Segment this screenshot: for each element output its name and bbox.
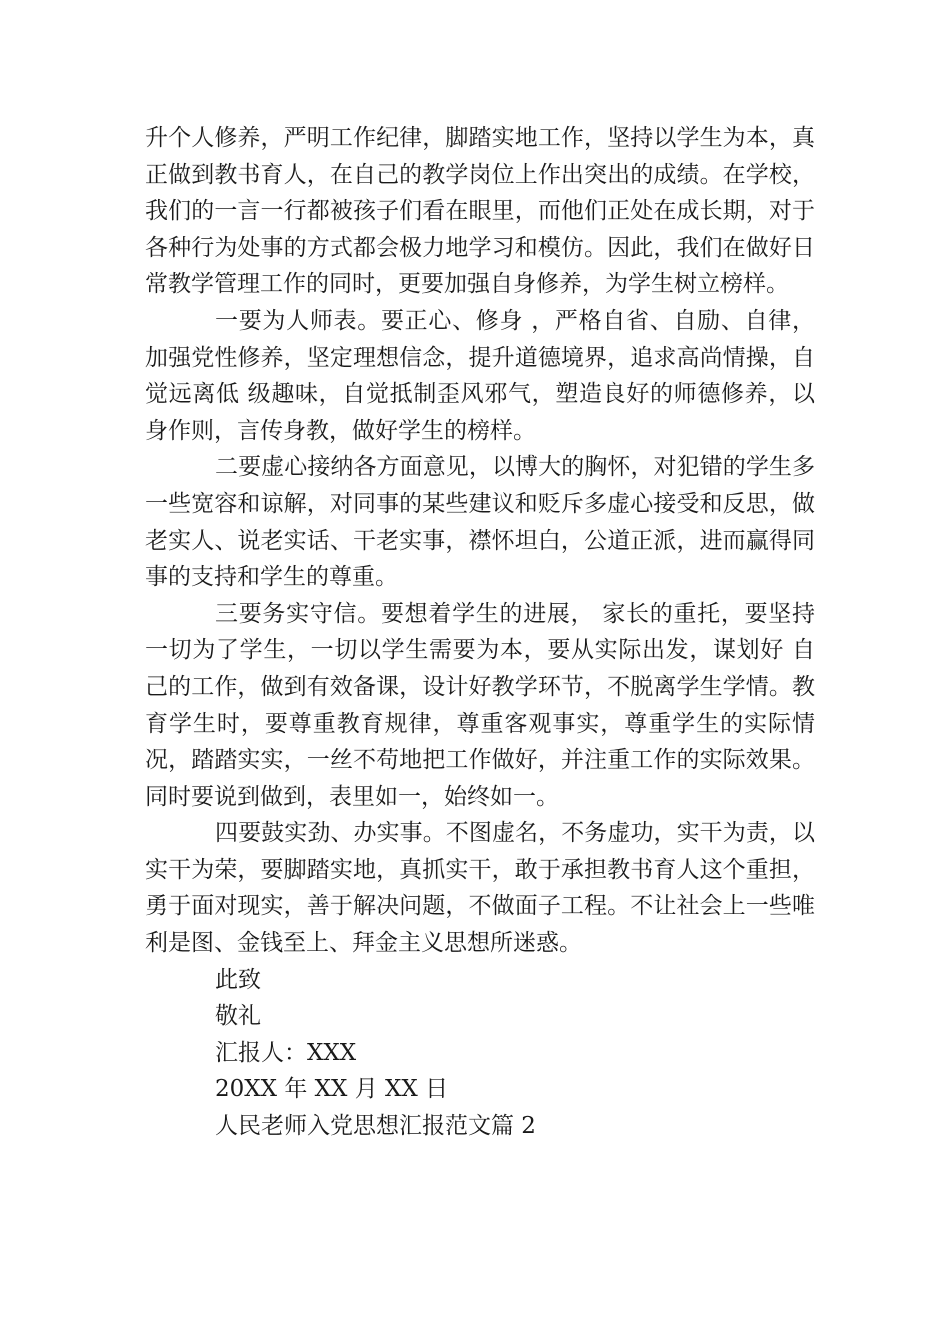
paragraph-practical-work: 四要鼓实劲、办实事。不图虚名，不务虚功，实干为责，以实干为荣，要脚踏实地，真抓实干，敢于承担教书育人这个重担，勇于面对现实，善于解决问题，不做面子工程。不让社会上一些唯利是图、金钱至上、拜金主义思想所迷惑。 <box>145 820 815 957</box>
closing-salutation-1: 此致 <box>215 966 261 993</box>
report-date: 20XX 年 XX 月 XX 日 <box>215 1076 449 1103</box>
reporter-signature: 汇报人：XXX <box>215 1039 357 1066</box>
closing-salutation-2: 敬礼 <box>215 1003 261 1030</box>
paragraph-pragmatic: 三要务实守信。要想着学生的进展， 家长的重托，要坚持一切为了学生，一切以学生需要为本，要从实际出发，谋划好 自己的工作，做到有效备课，设计好教学环节，不脱离学生学情。教育学生时，要尊重教育规律，尊重客观事实，尊重学生的实际情况，踏踏实实，一丝不苟地把工作做好，并注重工作的实际效果。同时要说到做到，表里如一，始终如一。 <box>145 600 815 810</box>
paragraph-role-model: 一要为人师表。要正心、修身 ，严格自省、自励、自律，加强党性修养，坚定理想信念，提升道德境界，追求高尚情操，自觉远离低 级趣味，自觉抵制歪风邪气，塑造良好的师德修养，以身作则，言传身教，做好学生的榜样。 <box>145 307 815 444</box>
document-body <box>145 120 815 1145</box>
next-article-title: 人民老师入党思想汇报范文篇 2 <box>215 1113 536 1140</box>
paragraph-open-minded: 二要虚心接纳各方面意见，以博大的胸怀，对犯错的学生多一些宽容和谅解，对同事的某些建议和贬斥多虚心接受和反思，做老实人、说老实话、干老实事，襟怀坦白，公道正派，进而赢得同事的支持和学生的尊重。 <box>145 454 815 591</box>
paragraph-continuation: 升个人修养，严明工作纪律，脚踏实地工作，坚持以学生为本，真正做到教书育人，在自己的教学岗位上作出突出的成绩。在学校，我们的一言一行都被孩子们看在眼里，而他们正处在成长期，对于各种行为处事的方式都会极力地学习和模仿。因此，我们在做好日常教学管理工作的同时，更要加强自身修养，为学生树立榜样。 <box>145 125 815 298</box>
